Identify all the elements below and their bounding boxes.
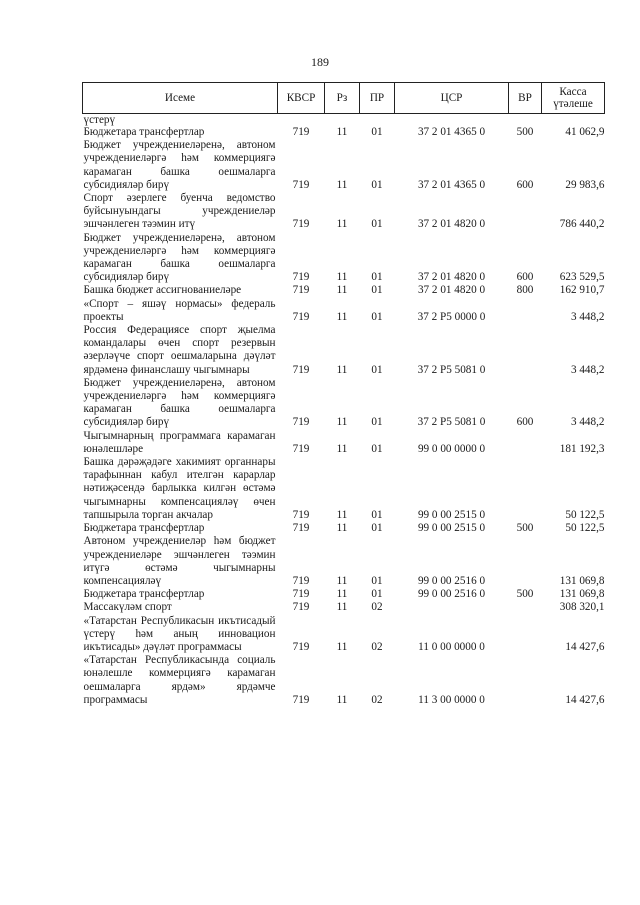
cell-csr: 37 2 P5 0000 0 <box>417 310 486 323</box>
cell-pr <box>360 114 395 127</box>
cell-kvsr: 719 <box>292 126 310 138</box>
cell-name: «Спорт – яшәү нормасы» федераль проекты <box>83 297 276 323</box>
cell-name: Россия Федерациясе спорт җыелма командалары өчен спорт резервын әзерләүче спорт оешмаларына дәүләт ярдәменә финанслашу чыгымнары <box>83 324 276 376</box>
cell-rz: 11 <box>336 271 348 284</box>
cell-csr: 37 2 01 4820 0 <box>417 284 486 297</box>
cell-vr: 500 <box>516 522 534 535</box>
cell-kvsr: 719 <box>292 574 310 587</box>
cell-kassa: 181 192,3 <box>559 442 605 455</box>
cell-kassa: 14 427,6 <box>565 693 605 706</box>
table-row <box>83 654 605 707</box>
cell-pr: 01 <box>371 574 383 587</box>
cell-vr <box>509 615 542 655</box>
cell-kassa <box>542 114 605 127</box>
cell-kvsr <box>278 114 325 127</box>
cell-vr <box>509 324 542 377</box>
cell-kvsr: 719 <box>292 271 310 284</box>
table-row <box>83 284 605 297</box>
cell-pr: 01 <box>371 178 383 191</box>
cell-csr: 11 0 00 0000 0 <box>418 640 485 653</box>
cell-vr <box>509 456 542 522</box>
cell-vr <box>509 601 542 614</box>
cell-vr <box>509 298 542 324</box>
cell-kvsr: 719 <box>292 640 310 653</box>
table-row <box>83 535 605 588</box>
cell-rz: 11 <box>336 218 348 231</box>
cell-vr <box>509 114 542 127</box>
cell-pr: 02 <box>371 601 383 614</box>
cell-rz: 11 <box>336 416 348 429</box>
table-row <box>83 114 605 127</box>
cell-vr: 600 <box>516 416 534 429</box>
cell-pr: 01 <box>371 508 383 521</box>
cell-kassa: 14 427,6 <box>565 640 605 653</box>
cell-vr <box>509 535 542 588</box>
table-row <box>83 298 605 324</box>
cell-pr: 01 <box>371 310 383 323</box>
cell-rz: 11 <box>336 508 348 521</box>
cell-rz: 11 <box>336 588 348 601</box>
cell-kvsr: 719 <box>292 284 310 297</box>
table-row <box>83 192 605 232</box>
cell-csr: 99 0 00 0000 0 <box>417 442 486 455</box>
cell-name: Башка дәрәҗәдәге хакимият органнары тарафыннан кабул ителгән карарлар нәтиҗәсендә барлыкка килгән өстәмә чыгымнарны компенсацияләү өчен тапшырыла торган акчалар <box>83 456 276 521</box>
cell-kvsr: 719 <box>292 218 310 231</box>
cell-name: үстерү <box>83 114 116 126</box>
cell-vr: 500 <box>516 588 534 601</box>
cell-vr: 800 <box>516 284 534 297</box>
cell-pr: 02 <box>371 693 383 706</box>
header-vr: ВР <box>509 83 542 114</box>
cell-kassa: 3 448,2 <box>570 416 605 429</box>
header-kvsr: КВСР <box>278 83 325 114</box>
table-row <box>83 126 605 139</box>
table-row <box>83 232 605 285</box>
cell-kassa: 786 440,2 <box>559 218 605 231</box>
cell-kvsr: 719 <box>292 416 310 429</box>
page-number: 189 <box>311 55 329 69</box>
cell-kassa: 50 122,5 <box>565 522 605 535</box>
cell-kassa: 162 910,7 <box>559 284 605 297</box>
table-row <box>83 324 605 377</box>
cell-vr: 600 <box>516 271 534 284</box>
cell-rz: 11 <box>336 522 348 535</box>
cell-kvsr: 719 <box>292 442 310 455</box>
table-row <box>83 615 605 655</box>
cell-rz: 11 <box>336 574 348 587</box>
cell-pr: 01 <box>371 522 383 535</box>
cell-kassa: 3 448,2 <box>570 363 605 376</box>
cell-name: Автоном учреждениеләр һәм бюджет учреждениеләре эшчәнлеген тәэмин итүгә өстәмә чыгымнарны компенсацияләү <box>83 535 276 587</box>
cell-csr: 37 2 01 4365 0 <box>417 126 486 138</box>
cell-name: Чыгымнарның программага карамаган юнәлешләре <box>83 429 276 455</box>
cell-vr <box>509 654 542 707</box>
cell-rz: 11 <box>336 363 348 376</box>
header-rz: Рз <box>325 83 360 114</box>
table-row <box>83 139 605 192</box>
table-row <box>83 588 605 601</box>
cell-vr: 500 <box>516 126 534 138</box>
cell-rz: 11 <box>336 442 348 455</box>
cell-rz: 11 <box>336 640 348 653</box>
cell-kassa: 623 529,5 <box>559 271 605 284</box>
cell-kassa: 41 062,9 <box>565 126 605 138</box>
cell-vr: 600 <box>516 178 534 191</box>
cell-vr <box>509 430 542 456</box>
cell-name: Бюджет учреждениеләренә, автоном учреждениеләргә һәм коммерциягә карамаган башка оешмаларга субсидияләр бирү <box>83 139 276 191</box>
cell-kvsr: 719 <box>292 508 310 521</box>
budget-table <box>82 82 605 707</box>
cell-rz: 11 <box>336 601 348 614</box>
cell-name: Спорт әзерлеге буенча ведомство буйсынуындагы учреждениеләр эшчәнлеген тәэмин итү <box>83 192 276 231</box>
cell-name: Бюджетара трансфертлар <box>83 588 205 601</box>
cell-vr <box>509 192 542 232</box>
table-row <box>83 377 605 430</box>
cell-kassa: 50 122,5 <box>565 508 605 521</box>
cell-csr: 37 2 P5 5081 0 <box>417 363 486 376</box>
table-row <box>83 430 605 456</box>
cell-csr: 99 0 00 2515 0 <box>417 522 486 535</box>
cell-name: Башка бюджет ассигнованиеләре <box>83 284 242 297</box>
cell-kvsr: 719 <box>292 363 310 376</box>
cell-pr: 01 <box>371 284 383 297</box>
cell-csr: 37 2 01 4365 0 <box>417 178 486 191</box>
cell-kvsr: 719 <box>292 588 310 601</box>
header-csr: ЦСР <box>395 83 509 114</box>
cell-rz: 11 <box>336 310 348 323</box>
cell-rz <box>325 114 360 127</box>
cell-kvsr: 719 <box>292 522 310 535</box>
cell-pr: 01 <box>371 271 383 284</box>
cell-name: Бюджет учреждениеләренә, автоном учреждениеләргә һәм коммерциягә карамаган башка оешмаларга субсидияләр бирү <box>83 376 276 429</box>
cell-pr: 01 <box>371 588 383 601</box>
cell-kvsr: 719 <box>292 601 310 614</box>
cell-pr: 01 <box>371 416 383 429</box>
cell-csr: 37 2 01 4820 0 <box>417 218 486 231</box>
cell-kassa: 3 448,2 <box>570 310 605 323</box>
cell-csr <box>395 114 509 127</box>
header-pr: ПР <box>360 83 395 114</box>
cell-kassa: 29 983,6 <box>565 178 605 191</box>
cell-name: Бюджетара трансфертлар <box>83 522 205 535</box>
cell-kassa: 131 069,8 <box>559 574 605 587</box>
cell-pr: 01 <box>371 363 383 376</box>
cell-csr: 99 0 00 2516 0 <box>417 588 486 601</box>
cell-name: Бюджетара трансфертлар <box>83 126 205 138</box>
cell-pr: 01 <box>371 126 383 138</box>
header-name: Исеме <box>83 83 278 114</box>
table-row <box>83 456 605 522</box>
table-header <box>83 83 605 114</box>
cell-pr: 01 <box>371 218 383 231</box>
cell-csr: 99 0 00 2515 0 <box>417 508 486 521</box>
cell-kvsr: 719 <box>292 178 310 191</box>
table-row <box>83 601 605 614</box>
cell-kvsr: 719 <box>292 310 310 323</box>
header-kassa: Касса үтәлеше <box>542 83 605 114</box>
cell-csr: 37 2 01 4820 0 <box>417 271 486 284</box>
cell-pr: 01 <box>371 442 383 455</box>
cell-csr: 37 2 P5 5081 0 <box>417 416 486 429</box>
table-body <box>83 114 605 707</box>
cell-csr: 11 3 00 0000 0 <box>418 693 485 706</box>
cell-kassa: 308 320,1 <box>559 601 605 614</box>
cell-csr <box>395 601 509 614</box>
cell-pr: 02 <box>371 640 383 653</box>
cell-rz: 11 <box>336 178 348 191</box>
table-row <box>83 522 605 535</box>
cell-csr: 99 0 00 2516 0 <box>417 574 486 587</box>
cell-rz: 11 <box>336 693 348 706</box>
cell-rz: 11 <box>336 284 348 297</box>
cell-kvsr: 719 <box>292 693 310 706</box>
cell-name: «Татарстан Республикасында социаль юнәлешле коммерциягә карамаган оешмаларга ярдәм» ярдәмче программасы <box>83 654 276 706</box>
cell-name: «Татарстан Республикасын икътисадый үстерү һәм аның инновацион икътисады» дәүләт программасы <box>83 614 276 653</box>
cell-rz: 11 <box>336 126 348 138</box>
cell-name: Массакүләм спорт <box>83 601 172 614</box>
cell-name: Бюджет учреждениеләренә, автоном учреждениеләргә һәм коммерциягә карамаган башка оешмаларга субсидияләр бирү <box>83 231 276 284</box>
cell-kassa: 131 069,8 <box>559 588 605 601</box>
